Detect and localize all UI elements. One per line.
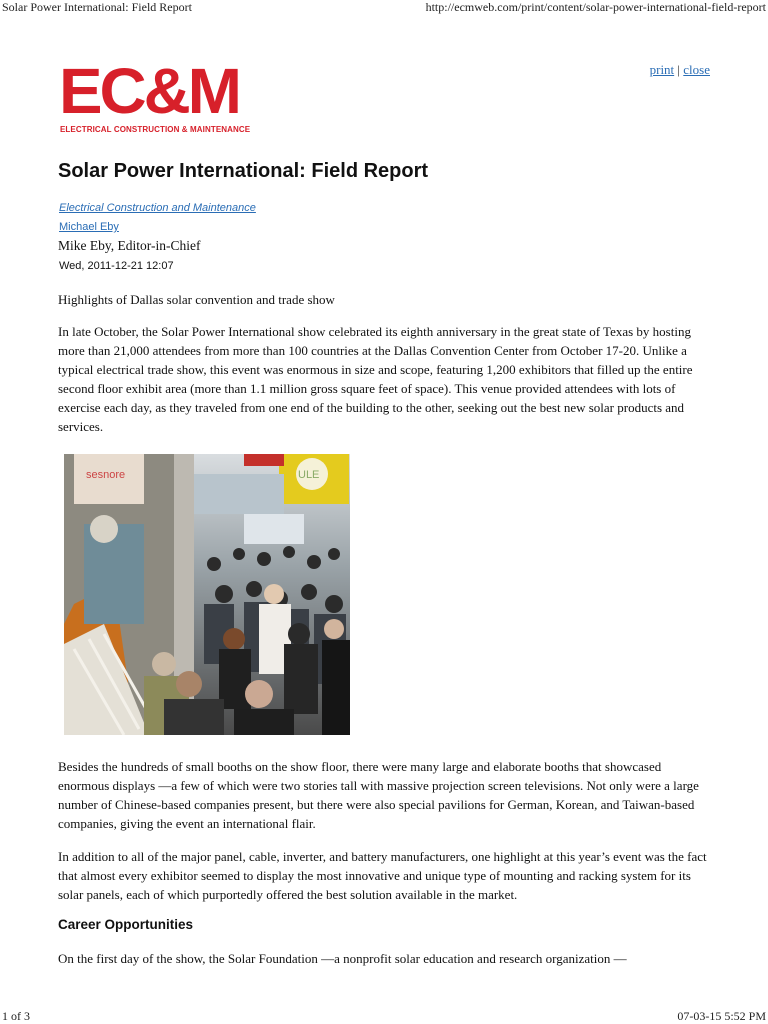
article-title: Solar Power International: Field Report <box>58 160 429 182</box>
booth-sign-1: sesnore <box>86 469 126 481</box>
article-paragraph: Besides the hundreds of small booths on the show floor, there were many large and elaborate booths that showcased enormous displays —a few of which were two stories tall with massive projection screen televisions. Not only were a large number of Chinese-based companies present, but there were also special pavilions for German, Korean, and Taiwan-based companies, giving the event an international flair. <box>58 759 699 831</box>
section-heading: Career Opportunities <box>58 917 194 932</box>
author-byline: Mike Eby, Editor-in-Chief <box>58 238 201 253</box>
article-paragraph: In addition to all of the major panel, cable, inverter, and battery manufacturers, one highlight at this year’s event was the fact that almost every exhibitor seemed to display the most innovative and unique type of mounting and racking system for its solar panels, each of which purportedly offered the best solution available in the market. <box>58 849 707 902</box>
ecm-logo <box>59 55 271 137</box>
logo-wordmark: EC&M <box>59 55 239 127</box>
print-header-title: Solar Power International: Field Report <box>2 0 192 14</box>
trade-show-photo <box>64 454 350 735</box>
article-paragraph: On the first day of the show, the Solar Foundation —a nonprofit solar education and research organization — <box>58 951 627 966</box>
article-teaser: Highlights of Dallas solar convention and trade show <box>58 292 335 307</box>
article-paragraph: In late October, the Solar Power International show celebrated its eighth anniversary in the great state of Texas by hosting more than 21,000 attendees from more than 100 countries at the Dallas Convention Center from October 17-20. Unlike a typical electrical trade show, this event was enormous in size and scope, featuring 1,200 exhibitors that filled up the entire second floor exhibit area (more than 1.1 million gross square feet of space). This venue provided attendees with lots of exercise each day, as they traveled from one end of the building to the other, seeking out the best new solar products and services. <box>58 324 693 434</box>
author-link[interactable]: Michael Eby <box>59 221 119 233</box>
close-link[interactable]: close <box>683 62 710 77</box>
print-header-url: http://ecmweb.com/print/content/solar-power-international-field-report <box>425 0 766 14</box>
print-close-links <box>650 62 710 78</box>
print-timestamp: 07-03-15 5:52 PM <box>677 1009 766 1023</box>
print-link[interactable]: print <box>649 62 675 77</box>
link-separator: | <box>677 62 681 77</box>
publication-link[interactable]: Electrical Construction and Maintenance <box>59 202 256 214</box>
booth-sign-2: ULE <box>298 469 320 481</box>
publish-date: Wed, 2011-12-21 12:07 <box>59 260 174 272</box>
logo-tagline: ELECTRICAL CONSTRUCTION & MAINTENANCE <box>60 125 251 134</box>
page-counter: 1 of 3 <box>2 1009 30 1023</box>
